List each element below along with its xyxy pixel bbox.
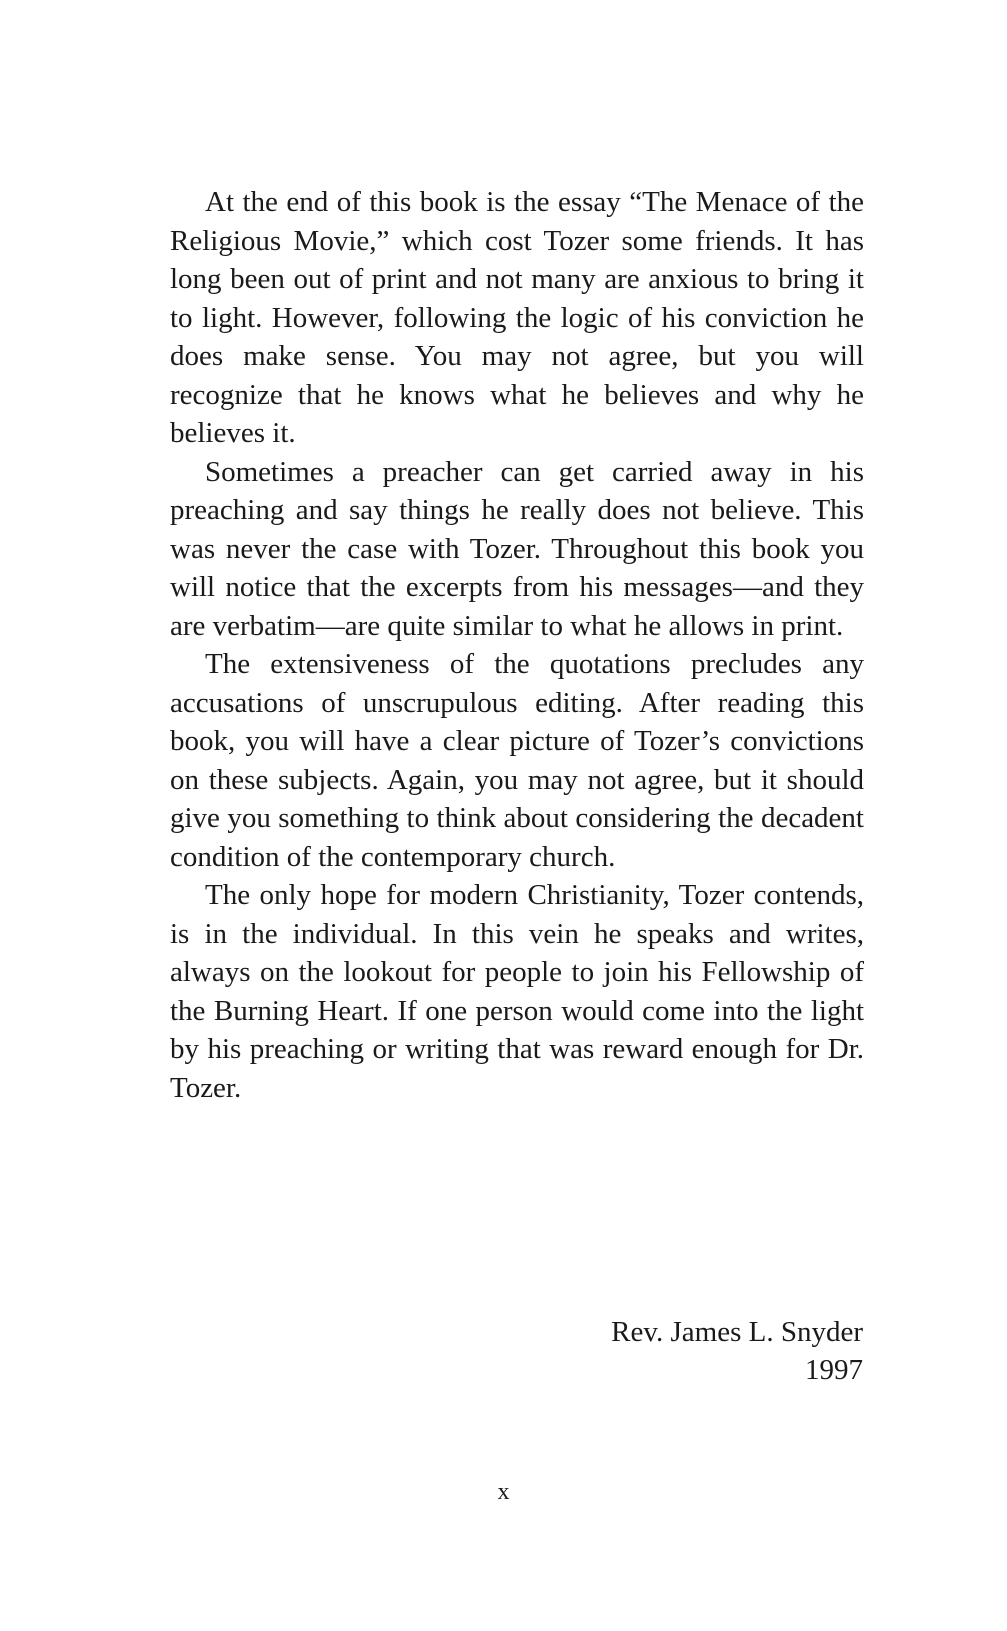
paragraph-4: The only hope for modern Christianity, Tozer contends, is in the individual. In this vein he speaks and writes, always on the lookout for people to join his Fellowship of the Burning Heart. If one person would come into the light by his preaching or writing that was reward enough for Dr. Tozer.	[170, 879, 864, 1104]
author-name: Rev. James L. Snyder	[611, 1316, 863, 1348]
signature-year: 1997	[805, 1354, 863, 1386]
signature-block	[611, 1313, 863, 1389]
body-text	[170, 183, 864, 1107]
paragraph-1: At the end of this book is the essay “The Menace of the Religious Movie,” which cost Tozer some friends. It has long been out of print and not many are anxious to bring it to light. However, following the logic of his conviction he does make sense. You may not agree, but you will recognize that he knows what he believes and why he believes it.	[170, 186, 864, 449]
paragraph-3: The extensiveness of the quotations precludes any accusations of unscrupulous editing. After reading this book, you will have a clear picture of Tozer’s convictions on these subjects. Again, you may not agree, but it should give you something to think about considering the decadent condition of the contemporary church.	[170, 648, 864, 873]
page-number: x	[497, 1479, 510, 1505]
paragraph-2: Sometimes a preacher can get carried away in his preaching and say things he really does not believe. This was never the case with Tozer. Throughout this book you will notice that the excerpts from his messages—and they are verbatim—are quite similar to what he allows in print.	[170, 455, 864, 642]
